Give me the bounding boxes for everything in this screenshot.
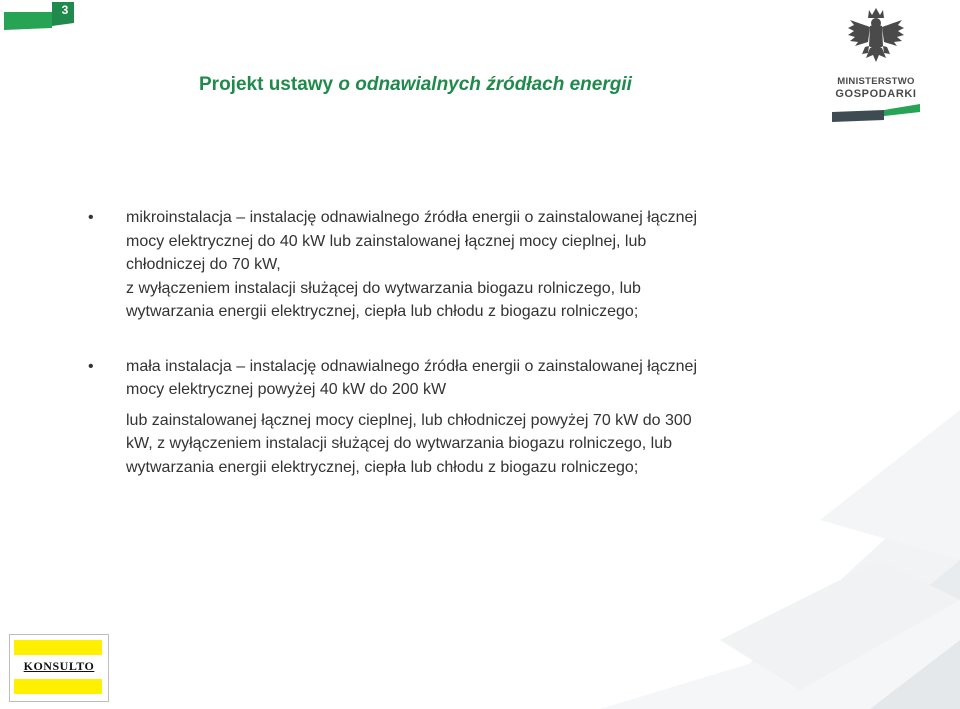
definitions-list <box>88 206 808 479</box>
slide-title <box>199 74 632 96</box>
konsulto-band-bottom <box>14 679 102 694</box>
definition-line: mocy elektrycznej powyżej 40 kW do 200 kW <box>126 381 447 398</box>
ministry-name-line2: GOSPODARKI <box>835 88 917 100</box>
konsulto-text: KONSULTO <box>23 659 95 673</box>
ministry-logo <box>828 6 924 124</box>
konsulto-logo <box>9 634 109 702</box>
eagle-emblem-icon <box>846 6 906 68</box>
definition-line: mocy elektrycznej do 40 kW lub zainstalowanej łącznej mocy cieplnej, lub <box>126 232 647 250</box>
bullet-icon: • <box>88 357 94 375</box>
ministry-name-line1: MINISTERSTWO <box>837 76 915 87</box>
ministry-stripes <box>832 104 920 122</box>
definition-item-microinstallation <box>88 206 808 324</box>
definition-line: lub zainstalowanej łącznej mocy cieplnej, lub chłodniczej powyżej 70 kW do 300 <box>126 411 692 429</box>
definition-line: mała instalacja – instalację odnawialnego źródła energii o zainstalowanej łącznej <box>126 357 698 375</box>
title-italic: o odnawialnych źródłach energii <box>338 74 632 95</box>
definition-line: wytwarzania energii elektrycznej, ciepła lub chłodu z biogazu rolniczego; <box>126 458 639 476</box>
title-prefix: Projekt ustawy <box>199 74 339 95</box>
definition-item-small-installation <box>88 355 808 480</box>
konsulto-band-top <box>14 640 102 655</box>
bullet-icon: • <box>88 209 94 226</box>
definition-line: chłodniczej do 70 kW, <box>126 256 281 273</box>
definition-line: wytwarzania energii elektrycznej, ciepła lub chłodu z biogazu rolniczego; <box>126 303 639 320</box>
definition-line: mikroinstalacja – instalację odnawialnego źródła energii o zainstalowanej łącznej <box>126 209 697 226</box>
definition-line: kW, z wyłączeniem instalacji służącej do wytwarzania biogazu rolniczego, lub <box>126 435 673 452</box>
page-number: 3 <box>61 3 69 17</box>
definition-line: z wyłączeniem instalacji służącej do wytwarzania biogazu rolniczego, lub <box>126 279 641 297</box>
ministry-name <box>828 76 924 100</box>
